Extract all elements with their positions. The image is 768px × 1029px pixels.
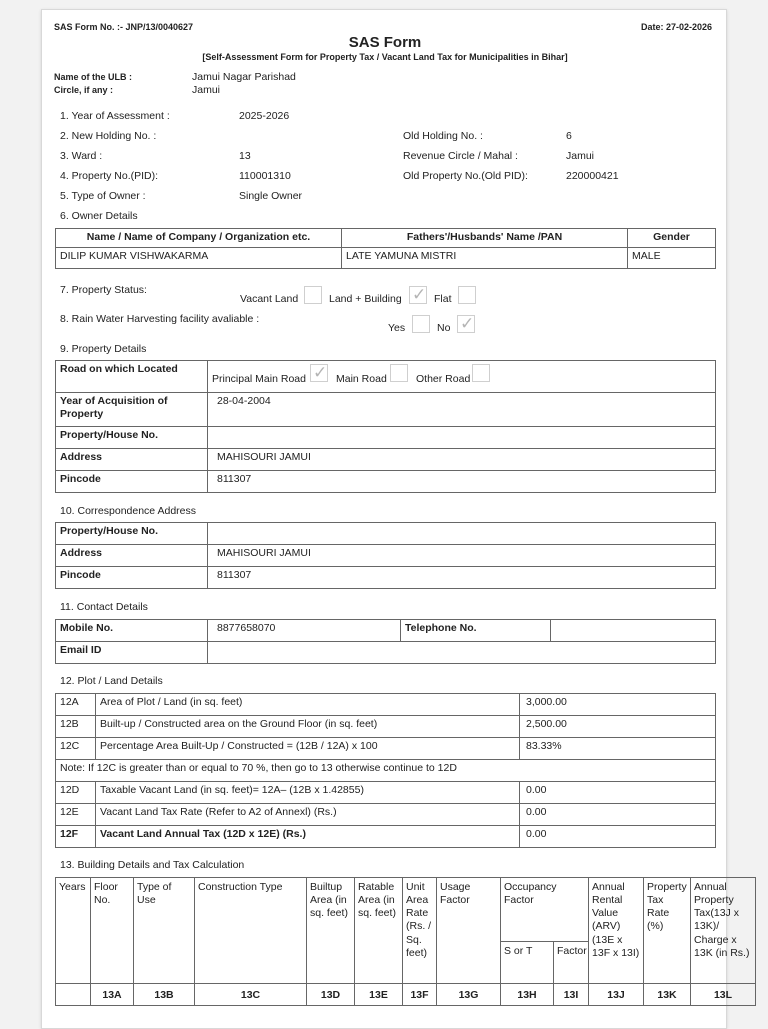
correspondence-label: 10. Correspondence Address bbox=[60, 505, 197, 517]
pid-label: 4. Property No.(PID): bbox=[60, 170, 159, 182]
pid-value: 110001310 bbox=[239, 170, 291, 182]
col-annual-tax: Annual Property Tax(13J x 13K)/ Charge x 13K (in Rs.) bbox=[691, 878, 756, 984]
code-13j: 13J bbox=[589, 984, 644, 1006]
address-value: MAHISOURI JAMUI bbox=[208, 449, 716, 471]
mobile-value: 8877658070 bbox=[208, 620, 401, 642]
rain-water-yes-checkbox[interactable] bbox=[412, 315, 430, 333]
col-arv: Annual Rental Value (ARV) (13E x 13F x 13I) bbox=[589, 878, 644, 984]
corr-pincode-value: 811307 bbox=[208, 567, 716, 589]
code-13g: 13G bbox=[437, 984, 501, 1006]
code-13h: 13H bbox=[501, 984, 554, 1006]
owner-header-name: Name / Name of Company / Organization etc. bbox=[56, 229, 342, 248]
new-holding-label: 2. New Holding No. : bbox=[60, 130, 157, 142]
email-value bbox=[208, 642, 716, 664]
ulb-name-value: Jamui Nagar Parishad bbox=[192, 71, 296, 83]
contact-table bbox=[55, 619, 716, 664]
plot-desc: Vacant Land Tax Rate (Refer to A2 of Annexl) (Rs.) bbox=[96, 804, 520, 826]
circle-label: Circle, if any : bbox=[54, 85, 114, 95]
correspondence-table bbox=[55, 522, 716, 589]
owner-details-label: 6. Owner Details bbox=[60, 210, 138, 222]
contact-label: 11. Contact Details bbox=[60, 601, 148, 613]
ward-label: 3. Ward : bbox=[60, 150, 103, 162]
col-usage-factor: Usage Factor bbox=[437, 878, 501, 984]
land-building-label: Land + Building bbox=[329, 293, 402, 305]
plot-row bbox=[56, 716, 716, 738]
form-subtitle: [Self-Assessment Form for Property Tax / Vacant Land Tax for Municipalities in Bihar] bbox=[202, 52, 568, 62]
col-construction: Construction Type bbox=[195, 878, 307, 984]
main-road-label: Main Road bbox=[336, 373, 387, 385]
plot-row bbox=[56, 782, 716, 804]
old-pid-label: Old Property No.(Old PID): bbox=[403, 170, 528, 182]
col-builtup: Builtup Area (in sq. feet) bbox=[307, 878, 355, 984]
plot-row bbox=[56, 804, 716, 826]
telephone-value bbox=[551, 620, 716, 642]
plot-code: 12E bbox=[56, 804, 96, 826]
property-status-label: 7. Property Status: bbox=[60, 284, 147, 296]
col-years: Years bbox=[56, 878, 91, 984]
plot-value: 0.00 bbox=[520, 782, 716, 804]
plot-desc: Taxable Vacant Land (in sq. feet)= 12A– (12B x 1.42855) bbox=[96, 782, 520, 804]
plot-value: 0.00 bbox=[520, 804, 716, 826]
plot-desc: Built-up / Constructed area on the Ground Floor (in sq. feet) bbox=[96, 716, 520, 738]
plot-desc: Area of Plot / Land (in sq. feet) bbox=[96, 694, 520, 716]
form-title: SAS Form bbox=[348, 34, 422, 51]
house-no-label: Property/House No. bbox=[56, 427, 208, 449]
other-road-label: Other Road bbox=[416, 373, 471, 385]
revenue-value: Jamui bbox=[566, 150, 595, 162]
code-13a: 13A bbox=[91, 984, 134, 1006]
code-13i: 13I bbox=[554, 984, 589, 1006]
code-13f: 13F bbox=[403, 984, 437, 1006]
plot-note: Note: If 12C is greater than or equal to 70 %, then go to 13 otherwise continue to 12D bbox=[56, 760, 716, 782]
plot-code: 12D bbox=[56, 782, 96, 804]
col-occupancy: Occupancy Factor bbox=[501, 878, 589, 942]
house-no-value bbox=[208, 427, 716, 449]
acquisition-value: 28-04-2004 bbox=[208, 393, 716, 427]
land-building-checkbox[interactable] bbox=[409, 286, 427, 304]
corr-house-value bbox=[208, 523, 716, 545]
corr-house-label: Property/House No. bbox=[56, 523, 208, 545]
ulb-name-label: Name of the ULB : bbox=[54, 72, 133, 82]
form-date: Date: 27-02-2026 bbox=[640, 22, 712, 32]
code-13e: 13E bbox=[355, 984, 403, 1006]
plot-row bbox=[56, 826, 716, 848]
email-label: Email ID bbox=[56, 642, 208, 664]
owner-header-gender: Gender bbox=[628, 229, 716, 248]
plot-code: 12B bbox=[56, 716, 96, 738]
acquisition-label: Year of Acquisition of Property bbox=[56, 393, 208, 427]
code-13l: 13L bbox=[691, 984, 756, 1006]
pincode-value: 811307 bbox=[208, 471, 716, 493]
corr-address-label: Address bbox=[56, 545, 208, 567]
plot-value: 2,500.00 bbox=[520, 716, 716, 738]
plot-value: 3,000.00 bbox=[520, 694, 716, 716]
rain-water-yes-label: Yes bbox=[388, 322, 406, 334]
col-floor: Floor No. bbox=[91, 878, 134, 984]
plot-desc: Percentage Area Built-Up / Constructed = (12B / 12A) x 100 bbox=[96, 738, 520, 760]
plot-row bbox=[56, 738, 716, 760]
owner-type-value: Single Owner bbox=[239, 190, 303, 202]
ward-value: 13 bbox=[239, 150, 251, 162]
building-table bbox=[55, 877, 756, 1006]
year-label: 1. Year of Assessment : bbox=[60, 110, 170, 122]
flat-label: Flat bbox=[434, 293, 452, 305]
corr-pincode-label: Pincode bbox=[56, 567, 208, 589]
vacant-land-checkbox[interactable] bbox=[304, 286, 322, 304]
owner-type-label: 5. Type of Owner : bbox=[60, 190, 146, 202]
principal-road-label: Principal Main Road bbox=[212, 373, 306, 385]
principal-road-checkbox[interactable] bbox=[310, 364, 328, 382]
corr-address-value: MAHISOURI JAMUI bbox=[208, 545, 716, 567]
address-label: Address bbox=[56, 449, 208, 471]
main-road-checkbox[interactable] bbox=[390, 364, 408, 382]
building-label: 13. Building Details and Tax Calculation bbox=[60, 859, 245, 871]
owner-father-name: LATE YAMUNA MISTRI bbox=[342, 248, 628, 269]
property-details-label: 9. Property Details bbox=[60, 343, 147, 355]
pincode-label: Pincode bbox=[56, 471, 208, 493]
code-years bbox=[56, 984, 91, 1006]
rain-water-no-label: No bbox=[437, 322, 451, 334]
telephone-label: Telephone No. bbox=[401, 620, 551, 642]
rain-water-no-checkbox[interactable] bbox=[457, 315, 475, 333]
owner-gender: MALE bbox=[628, 248, 716, 269]
col-unit-rate: Unit Area Rate (Rs. / Sq. feet) bbox=[403, 878, 437, 984]
plot-value: 83.33% bbox=[520, 738, 716, 760]
flat-checkbox[interactable] bbox=[458, 286, 476, 304]
plot-desc: Vacant Land Annual Tax (12D x 12E) (Rs.) bbox=[96, 826, 520, 848]
owner-table bbox=[55, 228, 716, 269]
col-s-or-t: S or T bbox=[501, 942, 554, 984]
owner-name: DILIP KUMAR VISHWAKARMA bbox=[56, 248, 342, 269]
rain-water-label: 8. Rain Water Harvesting facility avaliable : bbox=[60, 313, 260, 325]
plot-code: 12A bbox=[56, 694, 96, 716]
sas-form-page bbox=[41, 9, 750, 1029]
col-factor: Factor bbox=[554, 942, 589, 984]
circle-value: Jamui bbox=[192, 84, 221, 96]
other-road-checkbox[interactable] bbox=[472, 364, 490, 382]
col-tax-rate: Property Tax Rate (%) bbox=[644, 878, 691, 984]
col-type-use: Type of Use bbox=[134, 878, 195, 984]
road-options bbox=[208, 361, 716, 393]
road-label: Road on which Located bbox=[56, 361, 208, 393]
plot-label: 12. Plot / Land Details bbox=[60, 675, 163, 687]
code-13b: 13B bbox=[134, 984, 195, 1006]
code-13k: 13K bbox=[644, 984, 691, 1006]
old-holding-value: 6 bbox=[566, 130, 572, 142]
year-value: 2025-2026 bbox=[239, 110, 290, 122]
mobile-label: Mobile No. bbox=[56, 620, 208, 642]
plot-code: 12F bbox=[56, 826, 96, 848]
plot-table bbox=[55, 693, 716, 848]
property-details-table bbox=[55, 360, 716, 493]
plot-value: 0.00 bbox=[520, 826, 716, 848]
owner-header-father: Fathers'/Husbands' Name /PAN bbox=[342, 229, 628, 248]
col-ratable: Ratable Area (in sq. feet) bbox=[355, 878, 403, 984]
plot-code: 12C bbox=[56, 738, 96, 760]
plot-row bbox=[56, 694, 716, 716]
form-number: SAS Form No. :- JNP/13/0040627 bbox=[54, 22, 194, 32]
code-13c: 13C bbox=[195, 984, 307, 1006]
old-holding-label: Old Holding No. : bbox=[403, 130, 483, 142]
old-pid-value: 220000421 bbox=[566, 170, 619, 182]
code-13d: 13D bbox=[307, 984, 355, 1006]
vacant-land-label: Vacant Land bbox=[240, 293, 299, 305]
revenue-label: Revenue Circle / Mahal : bbox=[403, 150, 518, 162]
